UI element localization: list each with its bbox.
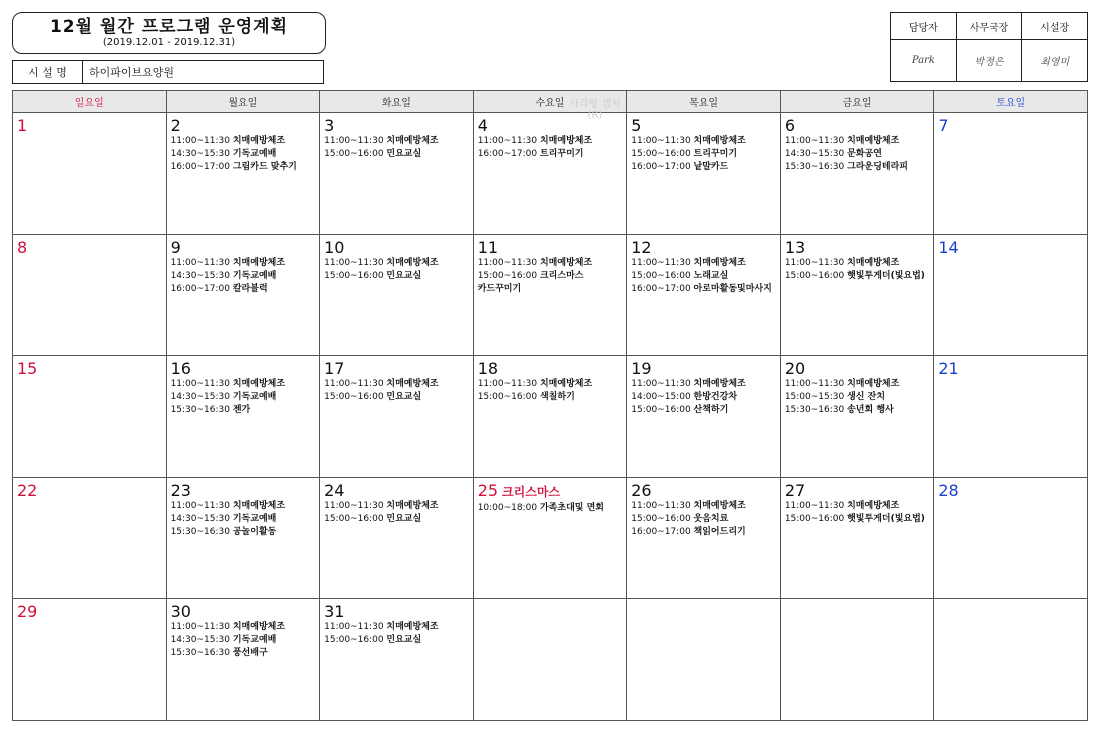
day-number	[324, 116, 469, 135]
day-number-text: 28	[938, 480, 959, 500]
day-number	[631, 238, 776, 257]
event-time: 15:00~16:00	[631, 270, 691, 281]
day-number-text: 6	[784, 116, 795, 135]
event-item	[785, 404, 930, 417]
event-item	[631, 526, 776, 539]
event-item	[171, 500, 316, 513]
day-number	[324, 481, 469, 500]
page-title: 12월 월간 프로그램 운영계획	[49, 17, 289, 37]
event-time: 15:00~16:00	[784, 513, 845, 524]
event-item	[324, 621, 469, 634]
approval-sign-manager	[891, 40, 957, 82]
day-cell	[934, 113, 1088, 235]
event-item	[631, 148, 776, 161]
day-number-text: 4	[477, 116, 488, 135]
event-time: 11:00~11:30	[324, 257, 384, 268]
day-number	[171, 481, 316, 500]
day-cell	[13, 599, 167, 721]
week-row	[13, 477, 1088, 599]
day-number-text: 30	[170, 602, 191, 622]
day-number	[478, 359, 623, 378]
event-name: 민요교실	[386, 270, 422, 281]
event-name: 기독교예배	[232, 513, 277, 524]
event-name: 치매예방체조	[386, 500, 439, 511]
event-time: 11:00~11:30	[784, 379, 845, 390]
event-name: 풍선배구	[232, 648, 268, 659]
event-item	[631, 257, 776, 270]
event-time: 15:00~16:00	[324, 149, 384, 159]
event-name: 가족초대및 면회	[539, 502, 604, 513]
event-name: 햇빛투게더(빛요법)	[847, 513, 925, 524]
event-name: 그림카드 맞추기	[232, 162, 297, 172]
event-time: 15:00~16:00	[631, 149, 691, 159]
day-number-text: 23	[170, 480, 191, 500]
day-cell	[780, 356, 934, 478]
event-item	[478, 502, 623, 515]
event-time: 11:00~11:30	[784, 257, 845, 268]
event-time: 14:30~15:30	[170, 513, 230, 524]
event-time: 14:30~15:30	[170, 149, 230, 159]
event-time: 14:30~15:30	[784, 149, 845, 159]
event-item	[631, 161, 776, 174]
event-item	[324, 148, 469, 161]
event-time: 11:00~11:30	[631, 257, 691, 268]
day-cell	[627, 599, 781, 721]
event-time: 14:00~15:00	[631, 392, 691, 403]
day-cell	[166, 113, 320, 235]
event-item	[631, 270, 776, 283]
day-number	[478, 238, 623, 257]
day-number-text: 21	[938, 359, 959, 379]
event-time: 15:00~16:00	[631, 513, 691, 524]
day-number-text: 29	[17, 602, 38, 622]
event-time: 14:30~15:30	[170, 392, 230, 403]
event-time: 11:00~11:30	[784, 136, 845, 146]
event-name: 치매예방체조	[539, 136, 593, 146]
day-cell	[627, 113, 781, 235]
event-item	[324, 135, 469, 148]
event-item	[171, 378, 316, 391]
event-item	[171, 148, 316, 161]
event-name: 기독교예배	[232, 149, 277, 159]
day-number	[785, 359, 930, 378]
event-name: 기독교예배	[232, 270, 277, 281]
day-number-text: 22	[17, 480, 38, 500]
event-time: 11:00~11:30	[477, 136, 538, 146]
event-item	[478, 257, 623, 270]
event-name: 문화공연	[847, 149, 882, 159]
event-item	[324, 500, 469, 513]
event-time: 14:30~15:30	[170, 270, 230, 281]
approval-head-manager: 담당자	[891, 13, 957, 40]
day-cell	[320, 477, 474, 599]
day-number-text: 25	[477, 480, 499, 500]
event-item	[324, 270, 469, 283]
event-name: 치매예방체조	[693, 136, 746, 146]
day-cell	[320, 599, 474, 721]
event-time: 11:00~11:30	[324, 379, 384, 390]
day-number-text: 1	[17, 116, 28, 135]
event-item	[324, 391, 469, 404]
event-name: 책읽어드리기	[693, 526, 746, 537]
event-name: 치매예방체조	[847, 379, 900, 390]
event-time: 11:00~11:30	[631, 136, 691, 146]
event-time: 15:30~16:30	[170, 648, 230, 659]
event-item	[785, 513, 930, 526]
event-name: 치매예방체조	[693, 379, 746, 390]
event-time: 11:00~11:30	[170, 379, 230, 390]
event-name: 민요교실	[386, 513, 422, 524]
event-time: 16:00~17:00	[631, 162, 691, 172]
event-name: 기독교예배	[232, 635, 277, 646]
event-item	[785, 391, 930, 404]
event-time: 16:00~17:00	[631, 526, 691, 537]
event-name: 치매예방체조	[847, 500, 900, 511]
event-name: 치매예방체조	[539, 257, 593, 268]
event-time: 15:00~16:00	[477, 392, 538, 403]
event-name: 트리꾸미기	[539, 149, 584, 159]
weekday-header	[166, 91, 320, 113]
event-time: 11:00~11:30	[631, 500, 691, 511]
day-cell	[473, 234, 627, 356]
weekday-label: 월요일	[228, 98, 258, 109]
day-number	[17, 359, 162, 378]
event-item	[478, 135, 623, 148]
event-item	[631, 135, 776, 148]
day-number	[171, 116, 316, 135]
weekday-header	[780, 91, 934, 113]
event-time: 15:00~16:00	[784, 270, 845, 281]
facility-row	[12, 60, 324, 84]
title-box	[12, 12, 326, 54]
event-time: 11:00~11:30	[170, 257, 230, 268]
event-item	[171, 161, 316, 174]
facility-label: 시 설 명	[13, 61, 83, 83]
day-cell	[627, 234, 781, 356]
event-item	[171, 283, 316, 296]
event-item	[171, 647, 316, 660]
day-cell	[934, 234, 1088, 356]
day-number-text: 7	[938, 116, 949, 135]
day-number-text: 18	[477, 359, 499, 379]
day-cell	[473, 599, 627, 721]
event-name: 치매예방체조	[232, 136, 286, 146]
event-name: 기독교예배	[232, 392, 277, 403]
weekday-header	[473, 91, 627, 121]
event-name: 공놀이활동	[232, 526, 277, 537]
day-number-text: 12	[631, 237, 652, 257]
event-time: 15:00~16:00	[324, 392, 384, 403]
day-number	[938, 359, 1083, 378]
event-name: 치매예방체조	[386, 622, 439, 633]
event-time: 11:00~11:30	[477, 257, 538, 268]
event-time: 11:00~11:30	[324, 136, 384, 146]
day-cell	[473, 356, 627, 478]
event-item	[785, 257, 930, 270]
day-cell	[166, 477, 320, 599]
day-number	[171, 238, 316, 257]
event-name: 송년회 행사	[847, 405, 894, 416]
day-number-text: 3	[324, 116, 335, 135]
weekday-label: 수요일	[535, 98, 565, 109]
day-number	[17, 481, 162, 500]
approval-sign-director	[1022, 40, 1088, 82]
event-time: 11:00~11:30	[631, 379, 691, 390]
event-time: 11:00~11:30	[324, 500, 384, 511]
day-cell	[166, 356, 320, 478]
day-number-text: 5	[631, 116, 642, 135]
event-name: 치매예방체조	[386, 136, 439, 146]
event-time: 15:30~16:30	[784, 405, 845, 416]
day-number	[17, 602, 162, 621]
event-time: 11:00~11:30	[477, 379, 538, 390]
event-item	[631, 391, 776, 404]
day-number-text: 24	[324, 480, 345, 500]
event-item	[324, 634, 469, 647]
event-time: 15:00~16:00	[324, 635, 384, 646]
day-cell	[166, 599, 320, 721]
event-time: 15:30~16:30	[170, 405, 230, 416]
event-time: 11:00~11:30	[170, 500, 230, 511]
weekday-label: 화요일	[381, 98, 411, 109]
event-item	[478, 148, 623, 161]
signature: 박정은	[974, 57, 1004, 68]
day-number-text: 16	[170, 359, 191, 379]
event-name: 치매예방체조	[232, 500, 286, 511]
event-item	[478, 270, 623, 296]
day-number-text: 8	[17, 237, 28, 257]
event-item	[478, 391, 623, 404]
calendar-table	[12, 90, 1088, 721]
day-number	[171, 602, 316, 621]
event-time: 11:00~11:30	[784, 500, 845, 511]
day-number	[631, 116, 776, 135]
day-cell	[473, 477, 627, 599]
event-name: 산책하기	[693, 405, 729, 416]
day-cell	[320, 356, 474, 478]
day-number-text: 31	[324, 602, 345, 622]
day-number	[171, 359, 316, 378]
event-item	[631, 283, 776, 296]
event-item	[171, 404, 316, 417]
event-name: 웃음치료	[693, 513, 729, 524]
event-time: 16:00~17:00	[631, 283, 691, 294]
event-name: 치매예방체조	[232, 379, 286, 390]
event-item	[171, 270, 316, 283]
event-name: 햇빛투게더(빛요법)	[847, 270, 925, 281]
day-cell	[627, 477, 781, 599]
day-cell	[780, 113, 934, 235]
event-time: 14:30~15:30	[170, 635, 230, 646]
event-name: 아로마활동및마사지	[693, 283, 772, 294]
event-time: 11:00~11:30	[324, 622, 384, 633]
event-time: 15:00~16:00	[477, 270, 538, 281]
day-number-text: 17	[324, 359, 345, 379]
event-time: 11:00~11:30	[170, 136, 230, 146]
event-item	[171, 513, 316, 526]
event-time: 15:00~16:00	[324, 513, 384, 524]
day-number	[17, 238, 162, 257]
event-item	[631, 404, 776, 417]
day-cell	[934, 477, 1088, 599]
event-time: 16:00~17:00	[477, 149, 538, 159]
day-cell	[473, 113, 627, 235]
day-cell	[934, 599, 1088, 721]
event-name: 한방건강차	[693, 392, 738, 403]
event-item	[324, 378, 469, 391]
event-item	[785, 378, 930, 391]
weekday-label: 목요일	[689, 98, 719, 109]
event-time: 16:00~17:00	[170, 283, 230, 294]
event-time: 15:00~15:30	[784, 392, 845, 403]
event-item	[785, 161, 930, 174]
calendar-body	[13, 113, 1088, 721]
event-item	[171, 634, 316, 647]
event-item	[785, 148, 930, 161]
holiday-name: 크리스마스	[502, 484, 561, 499]
signature: Park	[911, 55, 935, 66]
approval-head-director: 시설장	[1022, 13, 1088, 40]
event-item	[785, 135, 930, 148]
week-row	[13, 113, 1088, 235]
day-number-text: 20	[784, 359, 806, 379]
week-row	[13, 599, 1088, 721]
event-name: 치매예방체조	[232, 622, 286, 633]
day-cell	[934, 356, 1088, 478]
period-text: (2019.12.01 - 2019.12.31)	[102, 37, 236, 48]
event-name: 생신 잔치	[847, 392, 886, 403]
day-number	[938, 238, 1083, 257]
event-item	[171, 621, 316, 634]
day-cell	[627, 356, 781, 478]
day-number-text: 13	[784, 237, 806, 257]
week-row	[13, 356, 1088, 478]
event-time: 15:00~16:00	[324, 270, 384, 281]
weekday-header	[320, 91, 474, 113]
event-name: 치매예방체조	[232, 257, 286, 268]
event-name: 치매예방체조	[386, 257, 439, 268]
day-number	[785, 238, 930, 257]
event-name: 낱말카드	[693, 162, 729, 172]
event-time: 15:30~16:30	[170, 526, 230, 537]
event-name: 치매예방체조	[386, 379, 439, 390]
event-name: 칼라블럭	[232, 283, 268, 294]
event-name: 치매예방체조	[847, 136, 900, 146]
day-number	[785, 481, 930, 500]
day-cell	[320, 113, 474, 235]
day-number-text: 10	[324, 237, 345, 257]
day-number-text: 15	[17, 359, 38, 379]
day-number	[785, 116, 930, 135]
event-item	[171, 135, 316, 148]
weekday-header	[934, 91, 1088, 113]
event-item	[785, 500, 930, 513]
day-number-text: 9	[170, 237, 181, 257]
facility-name: 하이파이브요양원	[89, 66, 175, 79]
day-number	[631, 481, 776, 500]
day-cell	[13, 477, 167, 599]
event-name: 크리스마스 카드꾸미기	[477, 270, 584, 294]
event-name: 치매예방체조	[693, 257, 746, 268]
event-item	[324, 513, 469, 526]
event-item	[171, 391, 316, 404]
event-name: 치매예방체조	[847, 257, 900, 268]
approval-sign-office	[956, 40, 1022, 82]
day-number	[478, 481, 623, 502]
weekday-header	[13, 91, 167, 113]
event-name: 민요교실	[386, 149, 422, 159]
event-item	[631, 513, 776, 526]
day-number	[17, 116, 162, 135]
event-name: 민요교실	[386, 635, 422, 646]
day-cell	[780, 599, 934, 721]
day-cell	[320, 234, 474, 356]
event-item	[631, 500, 776, 513]
weekday-label: 금요일	[842, 98, 872, 109]
day-number	[938, 116, 1083, 135]
weekday-header-row	[13, 91, 1088, 113]
approval-table	[890, 12, 1088, 82]
event-time: 10:00~18:00	[477, 502, 538, 513]
event-item	[171, 257, 316, 270]
event-time: 16:00~17:00	[170, 162, 230, 172]
event-item	[631, 378, 776, 391]
event-item	[171, 526, 316, 539]
day-cell	[166, 234, 320, 356]
event-name: 젠가	[232, 405, 251, 416]
day-number-text: 19	[631, 359, 652, 379]
event-name: 치매예방체조	[539, 379, 593, 390]
event-time: 15:00~16:00	[631, 405, 691, 416]
weekday-label: 일요일	[74, 98, 104, 109]
day-number	[938, 481, 1083, 500]
event-name: 민요교실	[386, 392, 422, 403]
event-time: 11:00~11:30	[170, 622, 230, 633]
day-number-text: 27	[784, 480, 806, 500]
day-cell	[13, 356, 167, 478]
day-number	[324, 359, 469, 378]
day-number-text: 11	[477, 237, 499, 257]
event-item	[478, 378, 623, 391]
event-name: 트리꾸미기	[693, 149, 738, 159]
approval-head-office: 사무국장	[956, 13, 1022, 40]
week-row	[13, 234, 1088, 356]
day-number-text: 26	[631, 480, 652, 500]
weekday-header	[627, 91, 781, 113]
day-number-text: 2	[170, 116, 181, 135]
weekday-label: 토요일	[996, 98, 1026, 109]
day-cell	[13, 113, 167, 235]
event-name: 색칠하기	[539, 392, 575, 403]
day-number-text: 14	[938, 237, 959, 257]
watermark-text: 사각형 캡처(R)	[569, 99, 621, 121]
event-item	[324, 257, 469, 270]
day-number	[631, 359, 776, 378]
day-cell	[780, 234, 934, 356]
day-number	[324, 238, 469, 257]
day-cell	[780, 477, 934, 599]
day-number	[324, 602, 469, 621]
day-cell	[13, 234, 167, 356]
event-name: 그라운딩테라피	[847, 162, 908, 172]
signature: 최영미	[1040, 57, 1070, 68]
event-name: 노래교실	[693, 270, 729, 281]
event-item	[785, 270, 930, 283]
event-name: 치매예방체조	[693, 500, 746, 511]
event-time: 15:30~16:30	[784, 162, 845, 172]
